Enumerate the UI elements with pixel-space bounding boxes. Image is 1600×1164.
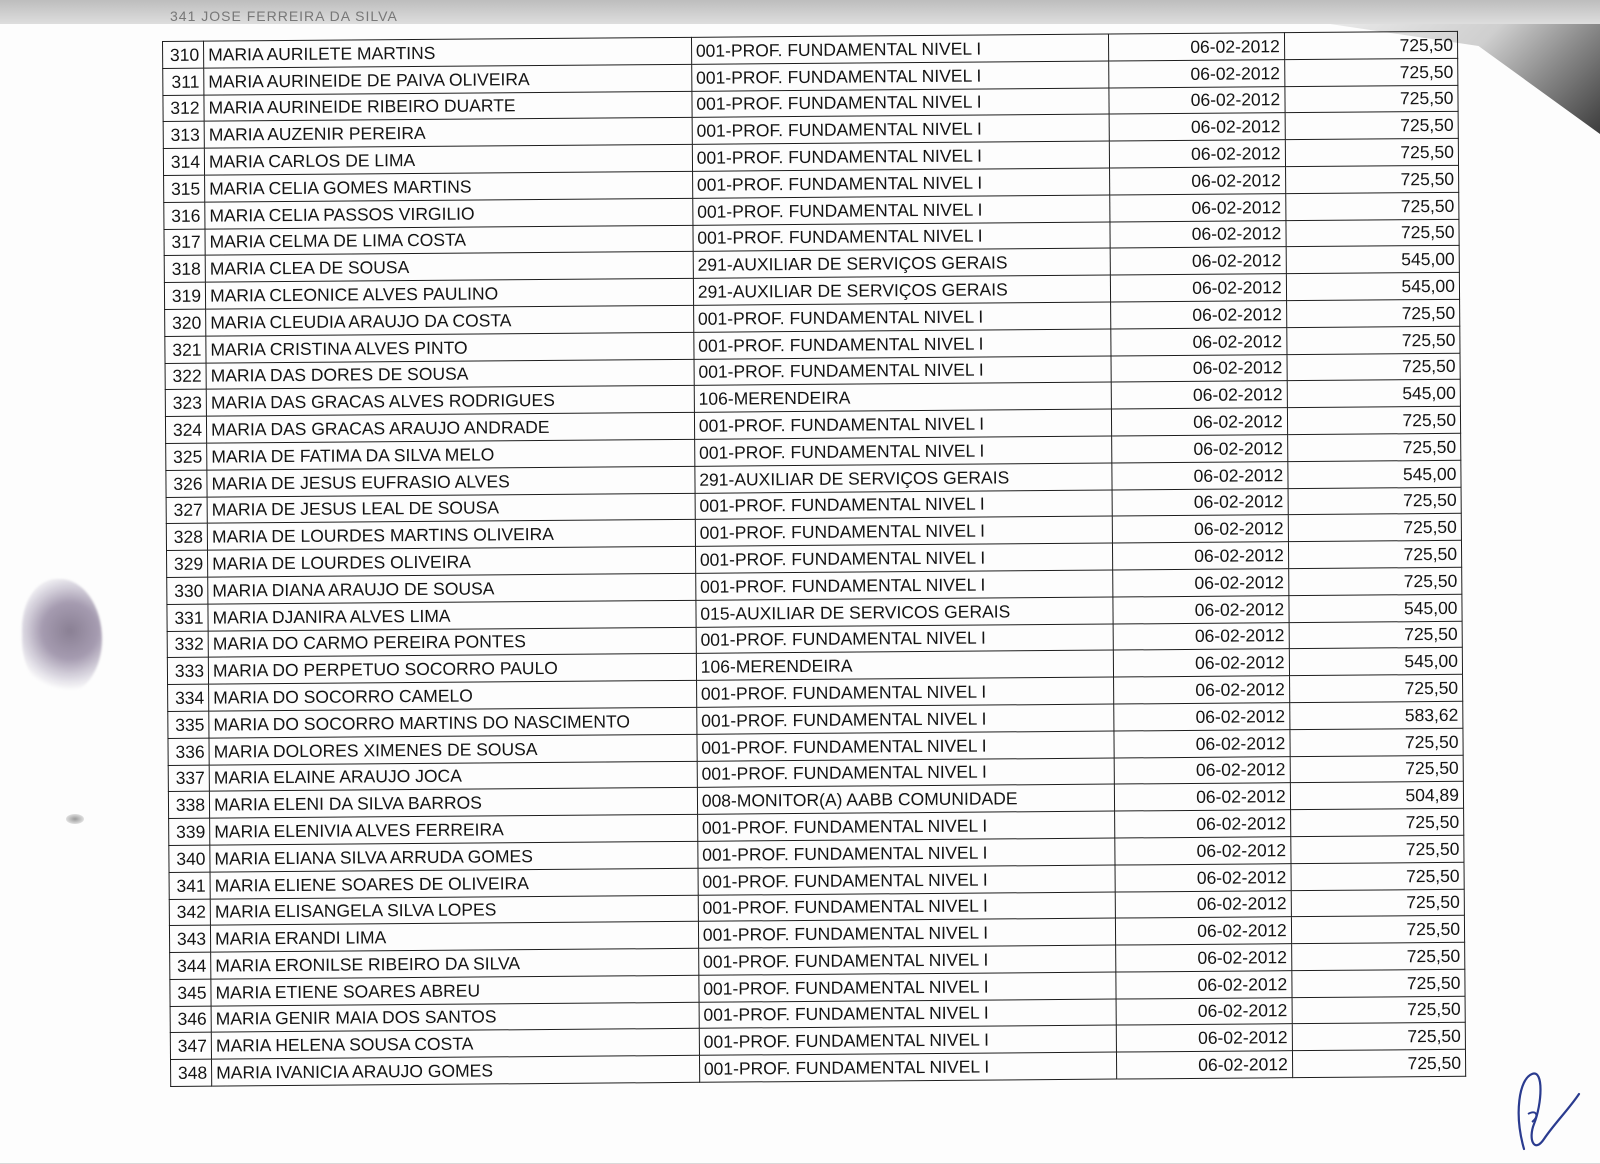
employee-name: MARIA DO PERPETUO SOCORRO PAULO [208, 654, 696, 685]
job-position: 291-AUXILIAR DE SERVIÇOS GERAIS [693, 275, 1111, 305]
employee-name: MARIA CLEUDIA ARAUJO DA COSTA [206, 305, 694, 336]
admission-date: 06-02-2012 [1111, 274, 1286, 302]
salary-value: 725,50 [1291, 889, 1464, 917]
row-number: 317 [164, 229, 205, 256]
row-number: 318 [164, 256, 205, 283]
row-number: 335 [168, 711, 209, 738]
admission-date: 06-02-2012 [1113, 488, 1288, 516]
job-position: 001-PROF. FUNDAMENTAL NIVEL I [698, 865, 1116, 895]
row-number: 334 [168, 684, 209, 711]
employee-name: MARIA ELIENE SOARES DE OLIVEIRA [210, 868, 698, 899]
row-number: 338 [168, 791, 209, 818]
ink-smudge [22, 579, 102, 694]
row-number: 310 [163, 41, 204, 68]
admission-date: 06-02-2012 [1112, 408, 1287, 436]
salary-value: 725,50 [1290, 728, 1463, 756]
salary-value: 583,62 [1289, 701, 1462, 729]
job-position: 008-MONITOR(A) AABB COMUNIDADE [697, 784, 1115, 814]
employee-name: MARIA ELAINE ARAUJO JOCA [209, 761, 697, 792]
admission-date: 06-02-2012 [1109, 33, 1284, 61]
employee-name: MARIA DO CARMO PEREIRA PONTES [208, 627, 696, 658]
row-number: 348 [171, 1059, 212, 1086]
job-position: 001-PROF. FUNDAMENTAL NIVEL I [692, 114, 1110, 144]
job-position: 015-AUXILIAR DE SERVICOS GERAIS [696, 597, 1114, 627]
employee-name: MARIA DAS DORES DE SOUSA [206, 359, 694, 390]
job-position: 001-PROF. FUNDAMENTAL NIVEL I [696, 677, 1114, 707]
job-position: 001-PROF. FUNDAMENTAL NIVEL I [697, 704, 1115, 734]
employee-name: MARIA DIANA ARAUJO DE SOUSA [208, 573, 696, 604]
employee-name: MARIA CELMA DE LIMA COSTA [205, 225, 693, 256]
salary-value: 725,50 [1292, 1050, 1465, 1078]
row-number: 322 [165, 363, 206, 390]
row-number: 337 [168, 765, 209, 792]
employee-name: MARIA DO SOCORRO MARTINS DO NASCIMENTO [209, 707, 697, 738]
admission-date: 06-02-2012 [1117, 1051, 1292, 1079]
employee-name: MARIA DE FATIMA DA SILVA MELO [207, 439, 695, 470]
admission-date: 06-02-2012 [1113, 569, 1288, 597]
admission-date: 06-02-2012 [1113, 595, 1288, 623]
admission-date: 06-02-2012 [1117, 1024, 1292, 1052]
row-number: 328 [166, 524, 207, 551]
salary-value: 725,50 [1288, 567, 1461, 595]
salary-value: 725,50 [1287, 406, 1460, 434]
employee-name: MARIA CELIA PASSOS VIRGILIO [205, 198, 693, 229]
salary-value: 725,50 [1289, 674, 1462, 702]
job-position: 001-PROF. FUNDAMENTAL NIVEL I [693, 302, 1111, 332]
job-position: 001-PROF. FUNDAMENTAL NIVEL I [698, 945, 1116, 975]
admission-date: 06-02-2012 [1111, 327, 1286, 355]
signature-mark [1514, 1054, 1584, 1164]
employee-roster-table [162, 31, 1466, 1087]
row-number: 327 [166, 497, 207, 524]
salary-value: 725,50 [1290, 808, 1463, 836]
admission-date: 06-02-2012 [1115, 783, 1290, 811]
row-number: 324 [165, 416, 206, 443]
salary-value: 725,50 [1287, 433, 1460, 461]
salary-value: 725,50 [1288, 487, 1461, 515]
job-position: 001-PROF. FUNDAMENTAL NIVEL I [698, 918, 1116, 948]
salary-value: 725,50 [1290, 755, 1463, 783]
salary-value: 504,89 [1290, 782, 1463, 810]
roster-body [163, 31, 1466, 1086]
job-position: 001-PROF. FUNDAMENTAL NIVEL I [693, 195, 1111, 225]
row-number: 314 [163, 148, 204, 175]
row-number: 323 [165, 390, 206, 417]
admission-date: 06-02-2012 [1110, 140, 1285, 168]
salary-value: 545,00 [1289, 594, 1462, 622]
previous-page-text: 341 JOSE FERREIRA DA SILVA [170, 8, 398, 24]
row-number: 340 [169, 845, 210, 872]
admission-date: 06-02-2012 [1114, 729, 1289, 757]
salary-value: 545,00 [1287, 380, 1460, 408]
salary-value: 725,50 [1288, 540, 1461, 568]
salary-value: 725,50 [1291, 835, 1464, 863]
job-position: 001-PROF. FUNDAMENTAL NIVEL I [699, 1026, 1117, 1056]
admission-date: 06-02-2012 [1115, 756, 1290, 784]
job-position: 001-PROF. FUNDAMENTAL NIVEL I [699, 1052, 1117, 1082]
admission-date: 06-02-2012 [1110, 113, 1285, 141]
employee-name: MARIA AURINEIDE RIBEIRO DUARTE [204, 91, 692, 122]
admission-date: 06-02-2012 [1116, 917, 1291, 945]
employee-name: MARIA DE LOURDES MARTINS OLIVEIRA [207, 520, 695, 551]
employee-name: MARIA ERANDI LIMA [211, 922, 699, 953]
job-position: 001-PROF. FUNDAMENTAL NIVEL I [692, 168, 1110, 198]
admission-date: 06-02-2012 [1109, 59, 1284, 87]
salary-value: 725,50 [1285, 139, 1458, 167]
salary-value: 545,00 [1288, 460, 1461, 488]
row-number: 320 [165, 309, 206, 336]
employee-name: MARIA CRISTINA ALVES PINTO [206, 332, 694, 363]
row-number: 336 [168, 738, 209, 765]
job-position: 001-PROF. FUNDAMENTAL NIVEL I [696, 570, 1114, 600]
salary-value: 725,50 [1285, 112, 1458, 140]
admission-date: 06-02-2012 [1116, 890, 1291, 918]
employee-name: MARIA ELENIVIA ALVES FERREIRA [210, 814, 698, 845]
salary-value: 725,50 [1292, 1023, 1465, 1051]
admission-date: 06-02-2012 [1114, 622, 1289, 650]
job-position: 001-PROF. FUNDAMENTAL NIVEL I [694, 356, 1112, 386]
row-number: 347 [170, 1033, 211, 1060]
salary-value: 725,50 [1291, 942, 1464, 970]
admission-date: 06-02-2012 [1113, 515, 1288, 543]
admission-date: 06-02-2012 [1116, 944, 1291, 972]
admission-date: 06-02-2012 [1111, 247, 1286, 275]
admission-date: 06-02-2012 [1116, 971, 1291, 999]
salary-value: 725,50 [1292, 996, 1465, 1024]
dirt-speck [66, 814, 84, 824]
salary-value: 725,50 [1285, 192, 1458, 220]
admission-date: 06-02-2012 [1109, 86, 1284, 114]
row-number: 345 [170, 979, 211, 1006]
row-number: 342 [169, 899, 210, 926]
admission-date: 06-02-2012 [1112, 381, 1287, 409]
salary-value: 725,50 [1284, 31, 1457, 59]
job-position: 291-AUXILIAR DE SERVIÇOS GERAIS [693, 248, 1111, 278]
row-number: 321 [165, 336, 206, 363]
admission-date: 06-02-2012 [1112, 461, 1287, 489]
salary-value: 725,50 [1284, 58, 1457, 86]
job-position: 291-AUXILIAR DE SERVIÇOS GERAIS [695, 463, 1113, 493]
row-number: 329 [167, 550, 208, 577]
row-number: 346 [170, 1006, 211, 1033]
admission-date: 06-02-2012 [1111, 301, 1286, 329]
admission-date: 06-02-2012 [1110, 220, 1285, 248]
salary-value: 725,50 [1291, 862, 1464, 890]
row-number: 341 [169, 872, 210, 899]
employee-name: MARIA AURILETE MARTINS [204, 37, 692, 68]
job-position: 001-PROF. FUNDAMENTAL NIVEL I [692, 61, 1110, 91]
job-position: 106-MERENDEIRA [694, 382, 1112, 412]
employee-name: MARIA DAS GRACAS ARAUJO ANDRADE [207, 412, 695, 443]
admission-date: 06-02-2012 [1111, 354, 1286, 382]
employee-name: MARIA AUZENIR PEREIRA [204, 118, 692, 149]
job-position: 001-PROF. FUNDAMENTAL NIVEL I [697, 731, 1115, 761]
salary-value: 725,50 [1287, 326, 1460, 354]
admission-date: 06-02-2012 [1112, 435, 1287, 463]
employee-name: MARIA ETIENE SOARES ABREU [211, 975, 699, 1006]
admission-date: 06-02-2012 [1115, 810, 1290, 838]
salary-value: 545,00 [1286, 246, 1459, 274]
job-position: 001-PROF. FUNDAMENTAL NIVEL I [698, 892, 1116, 922]
employee-name: MARIA CLEONICE ALVES PAULINO [205, 279, 693, 310]
row-number: 312 [163, 95, 204, 122]
admission-date: 06-02-2012 [1113, 542, 1288, 570]
employee-name: MARIA DE JESUS LEAL DE SOUSA [207, 493, 695, 524]
job-position: 001-PROF. FUNDAMENTAL NIVEL I [694, 409, 1112, 439]
salary-value: 725,50 [1288, 514, 1461, 542]
salary-value: 545,00 [1289, 648, 1462, 676]
employee-name: MARIA DE LOURDES OLIVEIRA [208, 546, 696, 577]
employee-name: MARIA ELIANA SILVA ARRUDA GOMES [210, 841, 698, 872]
admission-date: 06-02-2012 [1110, 167, 1285, 195]
employee-name: MARIA IVANICIA ARAUJO GOMES [212, 1056, 700, 1087]
employee-name: MARIA GENIR MAIA DOS SANTOS [211, 1002, 699, 1033]
employee-name: MARIA AURINEIDE DE PAIVA OLIVEIRA [204, 64, 692, 95]
job-position: 001-PROF. FUNDAMENTAL NIVEL I [698, 838, 1116, 868]
job-position: 001-PROF. FUNDAMENTAL NIVEL I [693, 222, 1111, 252]
admission-date: 06-02-2012 [1117, 997, 1292, 1025]
admission-date: 06-02-2012 [1115, 837, 1290, 865]
salary-value: 725,50 [1292, 969, 1465, 997]
job-position: 001-PROF. FUNDAMENTAL NIVEL I [699, 999, 1117, 1029]
row-number: 316 [164, 202, 205, 229]
employee-name: MARIA ERONILSE RIBEIRO DA SILVA [211, 948, 699, 979]
employee-name: MARIA DE JESUS EUFRASIO ALVES [207, 466, 695, 497]
employee-name: MARIA DOLORES XIMENES DE SOUSA [209, 734, 697, 765]
job-position: 001-PROF. FUNDAMENTAL NIVEL I [694, 436, 1112, 466]
job-position: 001-PROF. FUNDAMENTAL NIVEL I [692, 141, 1110, 171]
salary-value: 725,50 [1285, 85, 1458, 113]
employee-name: MARIA DO SOCORRO CAMELO [209, 680, 697, 711]
admission-date: 06-02-2012 [1114, 649, 1289, 677]
row-number: 311 [163, 68, 204, 95]
row-number: 326 [166, 470, 207, 497]
job-position: 001-PROF. FUNDAMENTAL NIVEL I [695, 490, 1113, 520]
salary-value: 725,50 [1286, 219, 1459, 247]
salary-value: 725,50 [1286, 299, 1459, 327]
row-number: 319 [164, 282, 205, 309]
employee-name: MARIA DAS GRACAS ALVES RODRIGUES [206, 386, 694, 417]
salary-value: 725,50 [1289, 621, 1462, 649]
employee-name: MARIA ELISANGELA SILVA LOPES [210, 895, 698, 926]
admission-date: 06-02-2012 [1115, 863, 1290, 891]
row-number: 344 [170, 952, 211, 979]
job-position: 001-PROF. FUNDAMENTAL NIVEL I [697, 811, 1115, 841]
row-number: 331 [167, 604, 208, 631]
employee-name: MARIA ELENI DA SILVA BARROS [209, 788, 697, 819]
admission-date: 06-02-2012 [1114, 676, 1289, 704]
job-position: 001-PROF. FUNDAMENTAL NIVEL I [691, 34, 1109, 64]
job-position: 001-PROF. FUNDAMENTAL NIVEL I [695, 543, 1113, 573]
job-position: 001-PROF. FUNDAMENTAL NIVEL I [694, 329, 1112, 359]
salary-value: 725,50 [1285, 165, 1458, 193]
job-position: 001-PROF. FUNDAMENTAL NIVEL I [697, 758, 1115, 788]
salary-value: 725,50 [1287, 353, 1460, 381]
row-number: 343 [169, 925, 210, 952]
row-number: 330 [167, 577, 208, 604]
job-position: 106-MERENDEIRA [696, 650, 1114, 680]
employee-name: MARIA HELENA SOUSA COSTA [211, 1029, 699, 1060]
row-number: 315 [164, 175, 205, 202]
row-number: 333 [167, 657, 208, 684]
job-position: 001-PROF. FUNDAMENTAL NIVEL I [699, 972, 1117, 1002]
salary-value: 725,50 [1291, 916, 1464, 944]
employee-name: MARIA CLEA DE SOUSA [205, 252, 693, 283]
row-number: 313 [163, 122, 204, 149]
row-number: 339 [169, 818, 210, 845]
row-number: 325 [166, 443, 207, 470]
job-position: 001-PROF. FUNDAMENTAL NIVEL I [692, 88, 1110, 118]
row-number: 332 [167, 631, 208, 658]
job-position: 001-PROF. FUNDAMENTAL NIVEL I [696, 624, 1114, 654]
employee-name: MARIA CARLOS DE LIMA [204, 145, 692, 176]
employee-name: MARIA DJANIRA ALVES LIMA [208, 600, 696, 631]
job-position: 001-PROF. FUNDAMENTAL NIVEL I [695, 516, 1113, 546]
admission-date: 06-02-2012 [1110, 193, 1285, 221]
salary-value: 545,00 [1286, 272, 1459, 300]
employee-name: MARIA CELIA GOMES MARTINS [205, 171, 693, 202]
admission-date: 06-02-2012 [1114, 703, 1289, 731]
